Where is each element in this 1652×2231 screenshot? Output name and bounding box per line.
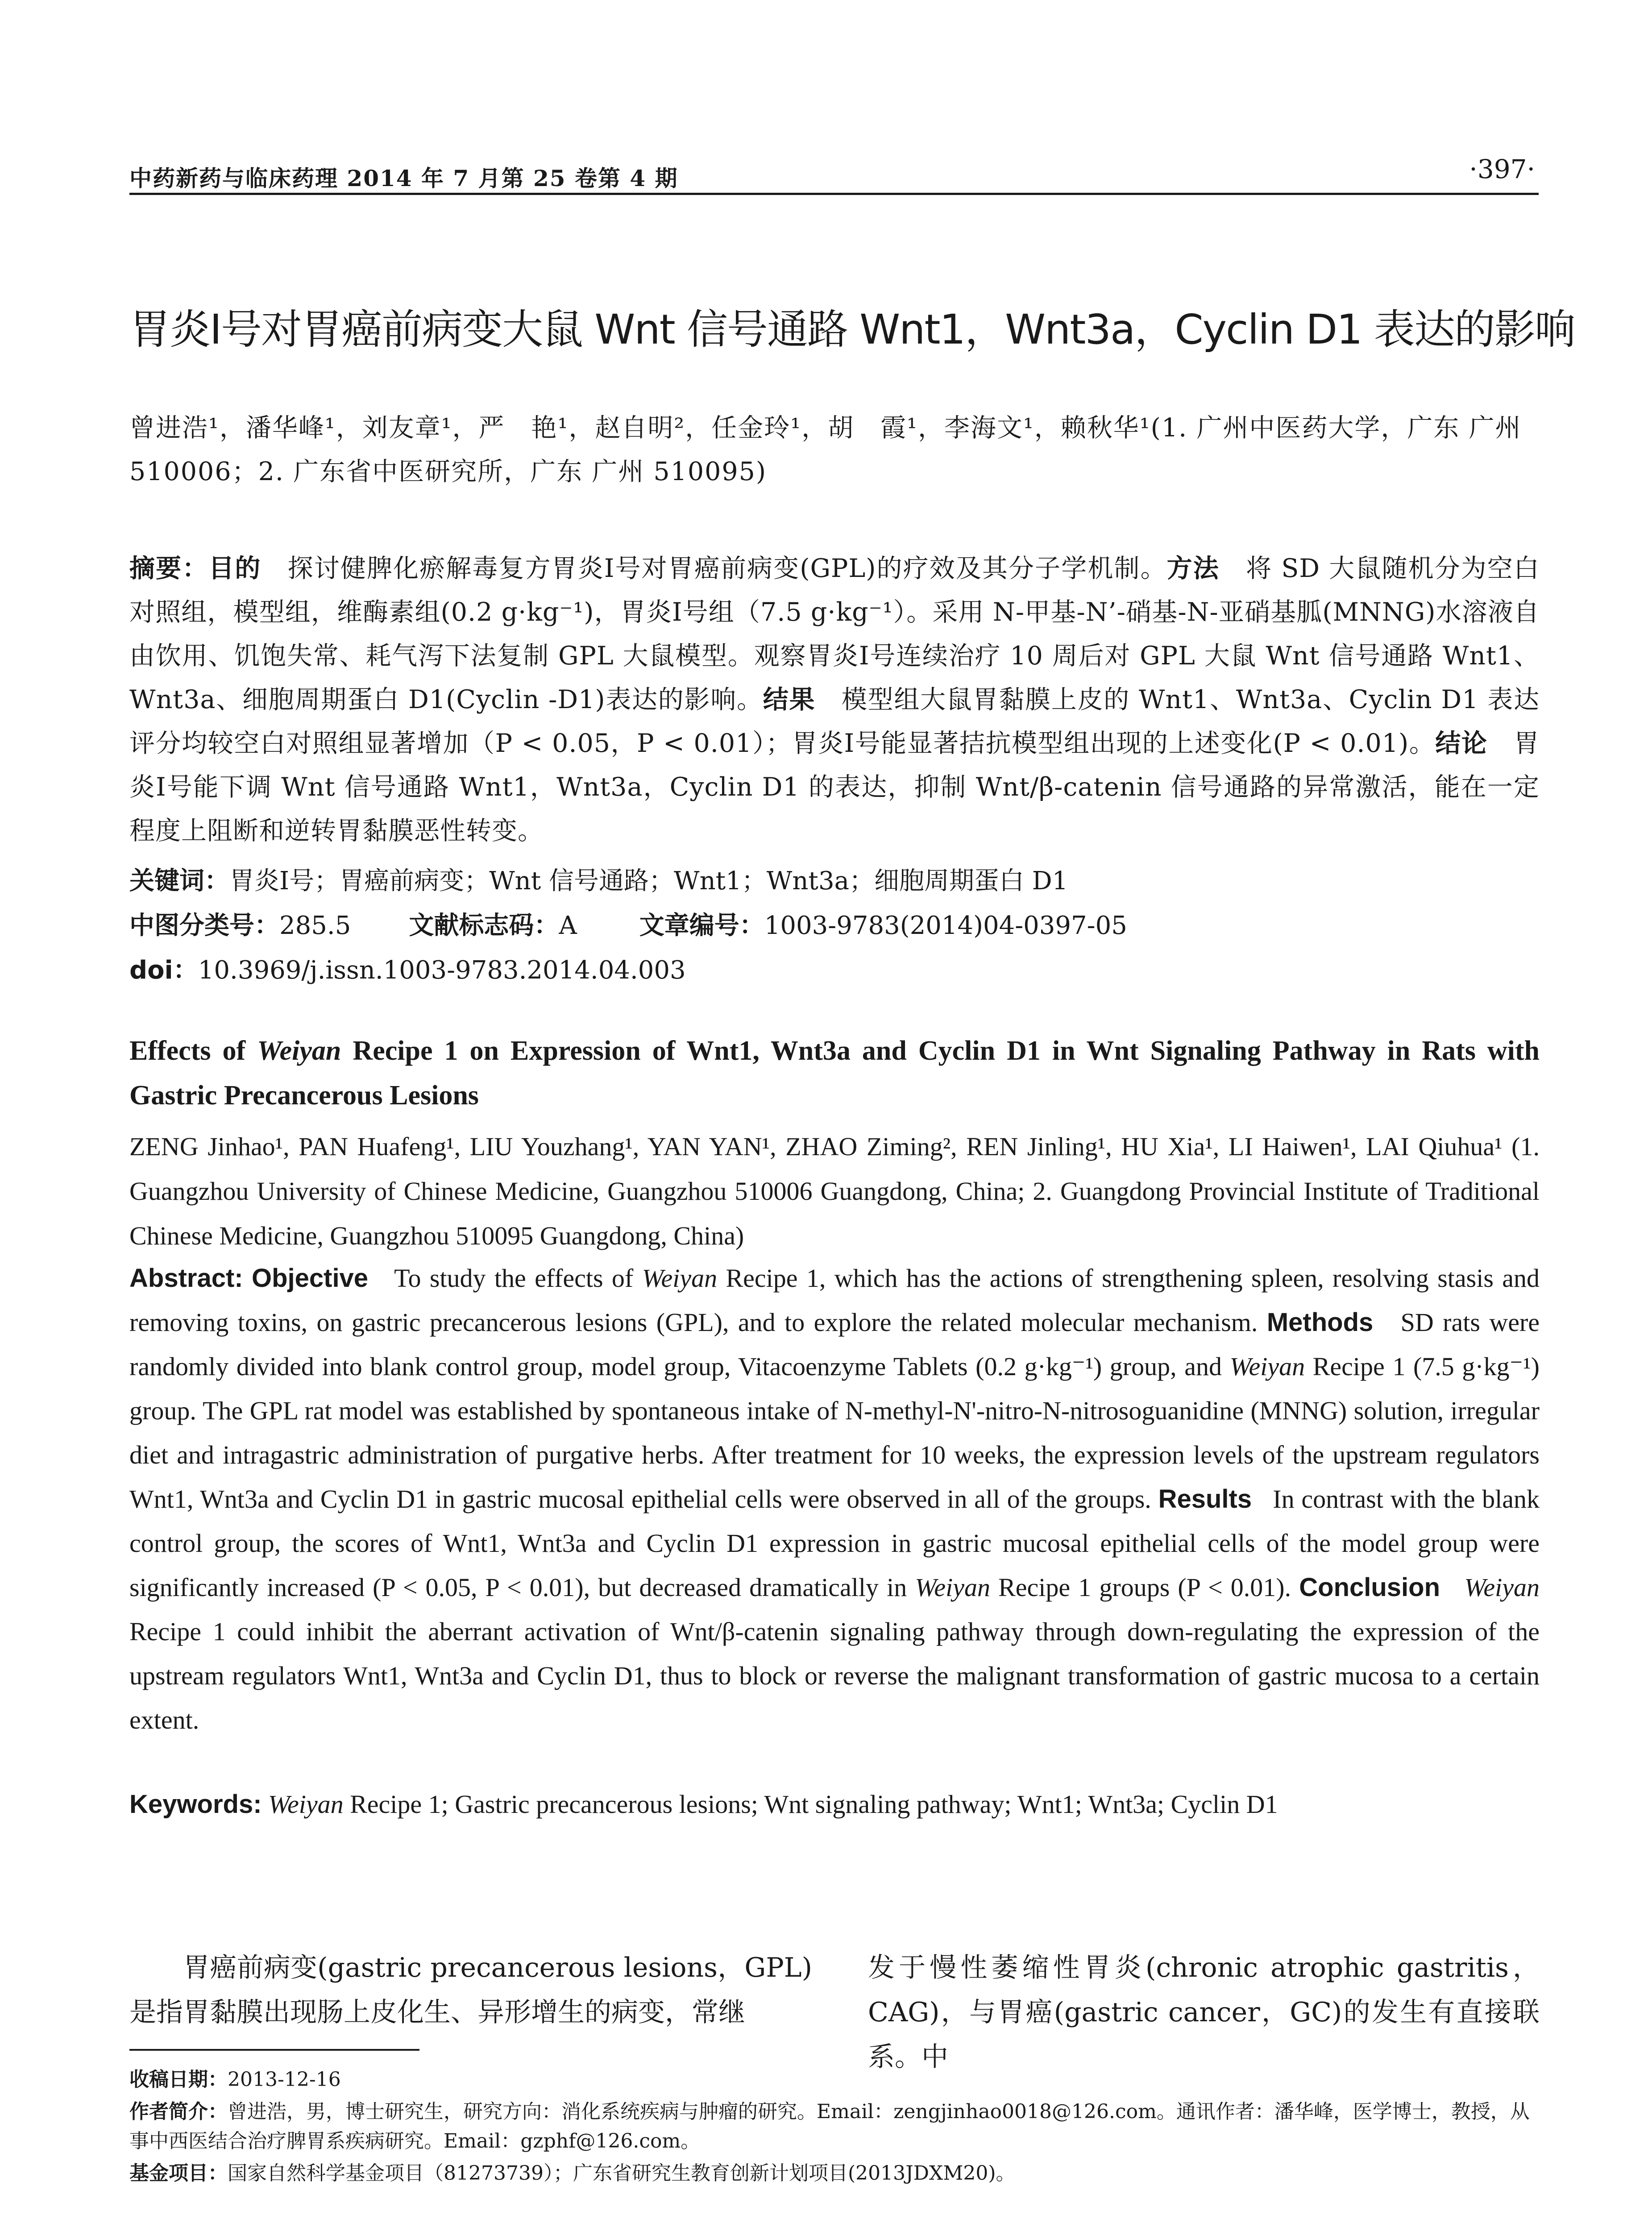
doc-code-label: 文献标志码： [409,911,559,940]
fund-label: 基金项目： [129,2162,228,2185]
body-column-right: 发于慢性萎缩性胃炎(chronic atrophic gastritis，CAG)，与胃癌(gastric cancer，GC)的发生有直接联系。中 [868,1952,1540,2073]
authors-chinese: 曾进浩¹，潘华峰¹，刘友章¹，严 艳¹，赵自明²，任金玲¹，胡 霞¹，李海文¹，赖秋华¹(1. 广州中医药大学，广东 广州 510006；2. 广东省中医研究所，广东 广州 510095) [129,413,1522,486]
footnote-received [129,2065,1540,2094]
results-text: 模型组大鼠胃黏膜上皮的 Wnt1、Wnt3a、Cyclin D1 表达评分均较空白对照组显著增加（P < 0.05，P < 0.01）；胃炎Ⅰ号能显著拮抗模型组出现的上述变化(P < 0.01)。 [129,685,1540,758]
body-column-left: 胃癌前病变(gastric precancerous lesions，GPL)是指胃黏膜出现肠上皮化生、异形增生的病变，常继 [129,1952,812,2028]
weiyan-italic: Weiyan [642,1264,718,1293]
title-en-part2: Recipe 1 on Expression of Wnt1, Wnt3a and Cyclin D1 in Wnt Signaling Pathway in Rats with Gastric Precancerous Lesions [129,1036,1540,1111]
title-en-part1: Effects of [129,1036,257,1066]
title-chinese: 胃炎Ⅰ号对胃癌前病变大鼠 Wnt 信号通路 Wnt1，Wnt3a，Cyclin D1 表达的影响 [129,306,1575,353]
footnote-rule [129,2049,419,2051]
results-en-b: Recipe 1 groups (P < 0.01). [990,1573,1291,1602]
page-number: ·397· [1469,154,1535,184]
article-no-label: 文章编号： [639,911,764,940]
article-no-value: 1003-9783(2014)04-0397-05 [764,911,1127,940]
objective-text: 探讨健脾化瘀解毒复方胃炎Ⅰ号对胃癌前病变(GPL)的疗效及其分子学机制。 [287,554,1167,583]
abstract-label: 摘要： [129,554,209,583]
methods-en-b: Recipe 1 (7.5 g·kg⁻¹) group. The GPL rat model was established by spontaneous intake of N-methyl-N'-nitro-N-nitrosoguanidine (MNNG) solution, irregular diet and intragastric administration of purgative herbs. After treatment for 10 weeks, the expression levels of the upstream regulators Wnt1, Wnt3a and Cyclin D1 in gastric mucosal epithelial cells were observed in all of the groups. [129,1352,1540,1514]
doi-label: doi： [129,956,198,985]
doi-line [129,950,1540,986]
keywords-chinese [129,861,1540,897]
methods-en-a: SD rats were randomly divided into blank control group, model group, Vitacoenzyme Tablets (0.2 g·kg⁻¹) group, and [129,1308,1540,1381]
fund-text: 国家自然科学基金项目（81273739）；广东省研究生教育创新计划项目(2013JDXM20)。 [228,2162,1016,2185]
conclusion-en-label: Conclusion [1299,1573,1440,1602]
received-label: 收稿日期： [129,2068,228,2091]
keywords-text: 胃炎Ⅰ号；胃癌前病变；Wnt 信号通路；Wnt1；Wnt3a；细胞周期蛋白 D1 [229,867,1068,896]
weiyan-italic: Weiyan [268,1790,344,1819]
conclusion-label: 结论 [1435,729,1488,758]
abstract-chinese [129,547,1540,853]
methods-label: 方法 [1166,554,1220,583]
author-bio: 曾进浩，男，博士研究生，研究方向：消化系统疾病与肿瘤的研究。Email：zengjinhao0018@126.com。通讯作者：潘华峰，医学博士，教授，从事中西医结合治疗脾胃系疾病研究。Email：gzphf@126.com。 [129,2100,1530,2152]
received-date: 2013-12-16 [228,2068,341,2091]
clc-value: 285.5 [279,911,351,940]
results-en-a: In contrast with the blank control group, the scores of Wnt1, Wnt3a and Cyclin D1 expression in gastric mucosal epithelial cells of the model group were significantly increased (P < 0.05, P < 0.01), but decreased dramatically in [129,1485,1540,1602]
methods-text: 将 SD 大鼠随机分为空白对照组，模型组，维酶素组(0.2 g·kg⁻¹)，胃炎Ⅰ号组（7.5 g·kg⁻¹）。采用 N-甲基-N’-硝基-N-亚硝基胍(MNNG)水溶液自由饮用、饥饱失常、耗气泻下法复制 GPL 大鼠模型。观察胃炎Ⅰ号连续治疗 10 周后对 GPL 大鼠 Wnt 信号通路 Wnt1、Wnt3a、细胞周期蛋白 D1(Cyclin -D1)表达的影响。 [129,554,1540,714]
doc-code-value: A [559,911,577,940]
abstract-english [129,1256,1540,1742]
weiyan-italic: Weiyan [915,1573,990,1602]
journal-header: 中药新药与临床药理 2014 年 7 月第 25 卷第 4 期 [129,165,678,191]
results-label: 结果 [763,685,816,714]
classification-line [129,906,1540,941]
footnote-fund [129,2159,1540,2188]
results-en-label: Results [1158,1485,1252,1514]
objective-en-b: Recipe 1, which has the actions of strengthening spleen, resolving stasis and removing toxins, on gastric precancerous lesions (GPL), and to explore the related molecular mechanism. [129,1264,1540,1337]
header-rule [129,193,1539,195]
abstract-en-label: Abstract: [129,1264,243,1293]
keywords-english [129,1789,1540,1819]
weiyan-italic: Weiyan [1464,1573,1540,1602]
authors-english: ZENG Jinhao¹, PAN Huafeng¹, LIU Youzhang¹, YAN YAN¹, ZHAO Ziming², REN Jinling¹, HU Xia¹, LI Haiwen¹, LAI Qiuhua¹ (1. Guangzhou University of Chinese Medicine, Guangzhou 510006 Guangdong, China; 2. Guangdong Provincial Institute of Traditional Chinese Medicine, Guangzhou 510095 Guangdong, China) [129,1132,1540,1250]
title-en-italic: Weiyan [257,1036,341,1066]
title-english [129,1028,1540,1118]
doi-value: 10.3969/j.issn.1003-9783.2014.04.003 [198,956,686,985]
conclusion-en-a: Recipe 1 could inhibit the aberrant activation of Wnt/β-catenin signaling pathway through down-regulating the expression of the upstream regulators Wnt1, Wnt3a and Cyclin D1, thus to block or reverse the malignant transformation of gastric mucosa to a certain extent. [129,1617,1540,1734]
objective-en-a: To study the effects of [394,1264,642,1293]
weiyan-italic: Weiyan [1229,1352,1305,1381]
keywords-label: 关键词： [129,867,229,896]
conclusion-text: 胃炎Ⅰ号能下调 Wnt 信号通路 Wnt1，Wnt3a，Cyclin D1 的表达，抑制 Wnt/β-catenin 信号通路的异常激活，能在一定程度上阻断和逆转胃黏膜恶性转变。 [129,729,1540,846]
footnote-author [129,2097,1540,2156]
objective-en-label: Objective [251,1264,369,1293]
methods-en-label: Methods [1266,1308,1374,1337]
author-bio-label: 作者简介： [129,2100,228,2123]
keywords-en-text: Recipe 1; Gastric precancerous lesions; Wnt signaling pathway; Wnt1; Wnt3a; Cyclin D1 [343,1790,1278,1819]
clc-label: 中图分类号： [129,911,279,940]
keywords-en-label: Keywords: [129,1790,262,1819]
objective-label: 目的 [208,554,261,583]
